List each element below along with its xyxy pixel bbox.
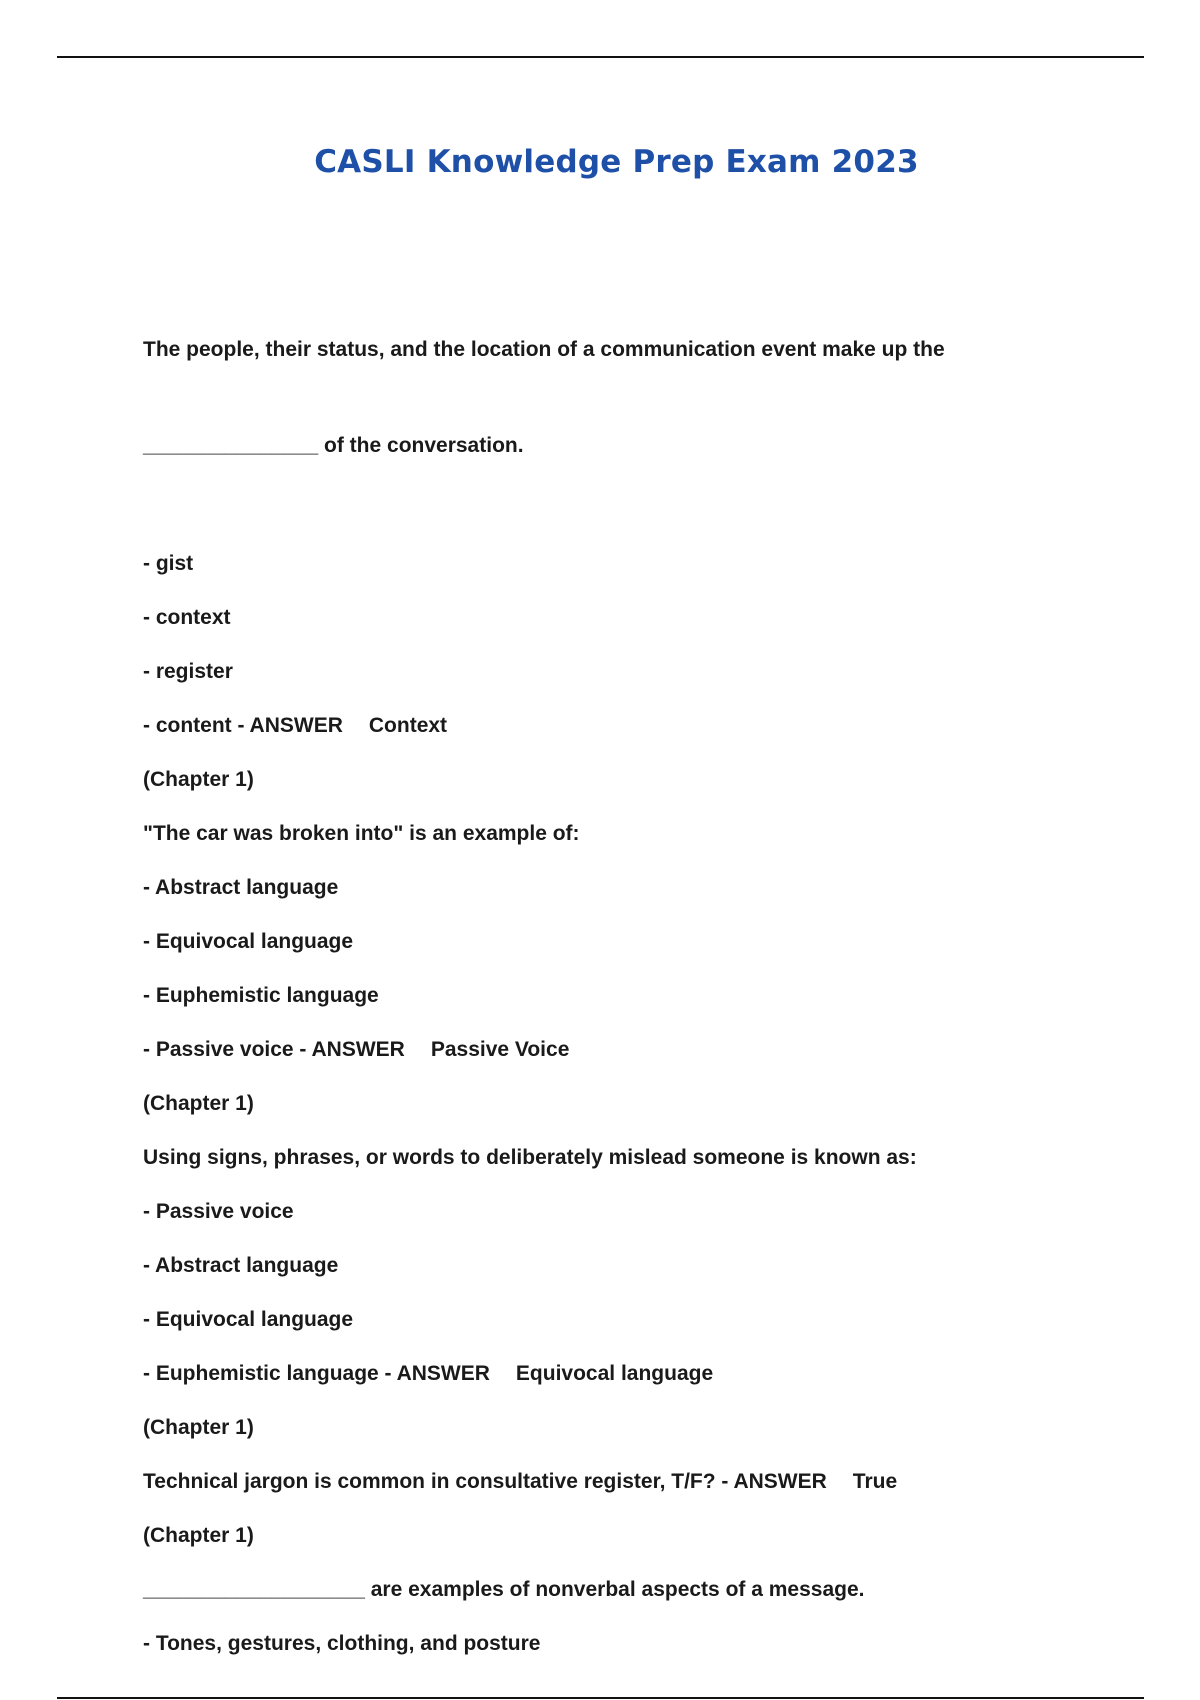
option-answer-label: - Euphemistic language - ANSWER — [143, 1362, 490, 1385]
answer-line — [143, 1466, 1043, 1498]
question-line: ___________________ are examples of nonverbal aspects of a message. — [143, 1578, 865, 1601]
question-line: "The car was broken into" is an example of: — [143, 822, 580, 845]
option-line: - gist — [143, 552, 194, 575]
chapter-reference: (Chapter 1) — [143, 1524, 254, 1547]
option-line: - Equivocal language — [143, 930, 354, 953]
answer-text: Context — [368, 714, 448, 737]
option-answer-label: - Passive voice - ANSWER — [143, 1038, 405, 1061]
option-line: - Passive voice — [143, 1200, 294, 1223]
question-line: Using signs, phrases, or words to deliberately mislead someone is known as: — [143, 1146, 917, 1169]
answer-text: Equivocal language — [515, 1362, 714, 1385]
header-rule — [57, 56, 1144, 58]
answer-line — [143, 710, 1043, 742]
question-text: The people, their status, and the location of a communication event make up the — [143, 338, 945, 361]
option-line: - Equivocal language — [143, 1308, 354, 1331]
option-answer-label: - content - ANSWER — [143, 714, 343, 737]
question-text-continued: _______________ of the conversation. — [143, 434, 524, 457]
option-line: - context — [143, 606, 231, 629]
footer-rule — [57, 1697, 1144, 1699]
option-line: - Tones, gestures, clothing, and posture — [143, 1632, 541, 1655]
option-line: - Euphemistic language — [143, 984, 379, 1007]
document-title: CASLI Knowledge Prep Exam 2023 — [314, 144, 919, 180]
answer-line — [143, 1358, 1043, 1390]
answer-line — [143, 1034, 1043, 1066]
option-line: - Abstract language — [143, 876, 339, 899]
chapter-reference: (Chapter 1) — [143, 1416, 254, 1439]
question-line — [143, 270, 1043, 526]
answer-text: True — [852, 1470, 898, 1493]
question-answer-label: Technical jargon is common in consultative register, T/F? - ANSWER — [143, 1470, 827, 1493]
chapter-reference: (Chapter 1) — [143, 768, 254, 791]
answer-text: Passive Voice — [430, 1038, 570, 1061]
document-body — [143, 270, 1043, 1682]
option-line: - register — [143, 660, 233, 683]
chapter-reference: (Chapter 1) — [143, 1092, 254, 1115]
option-line: - Abstract language — [143, 1254, 339, 1277]
